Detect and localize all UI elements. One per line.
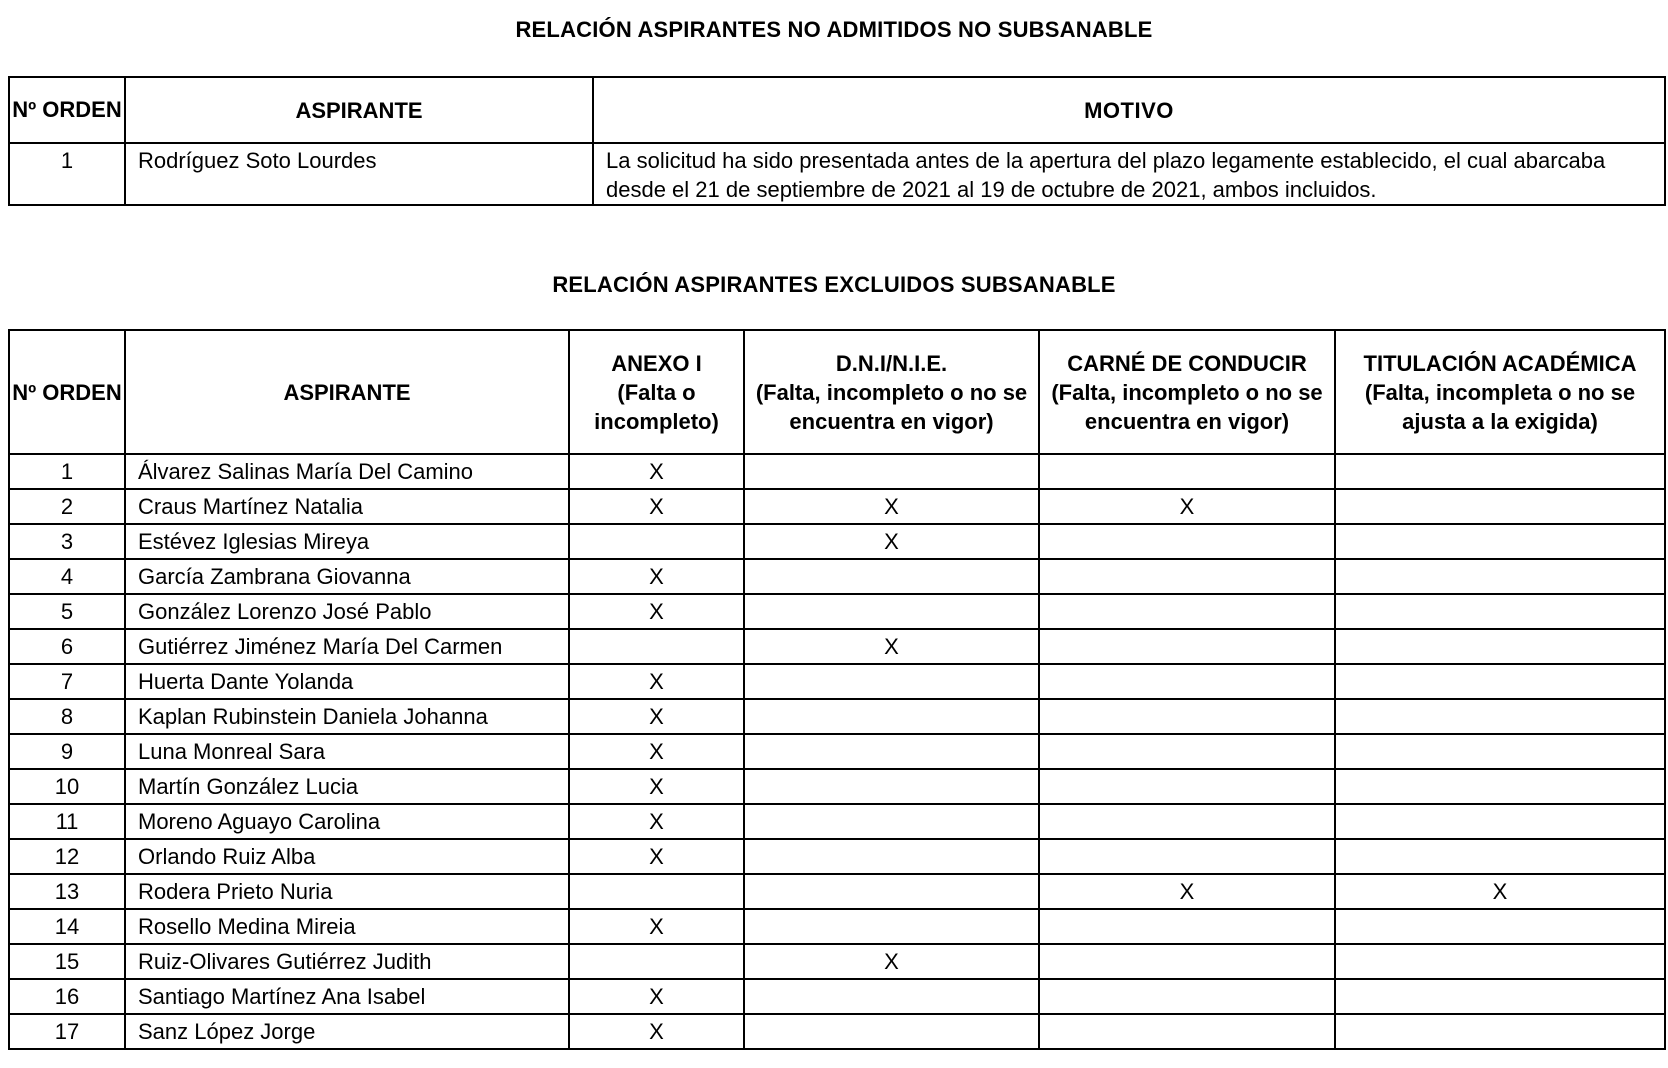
excluidos-table bbox=[8, 329, 1666, 1050]
cell-aspirante: Luna Monreal Sara bbox=[125, 734, 569, 769]
table-row bbox=[9, 454, 1665, 489]
no-admitidos-table bbox=[8, 76, 1666, 206]
cell-orden: 1 bbox=[9, 454, 125, 489]
cell-anexo: X bbox=[569, 594, 744, 629]
section-title-excluidos: RELACIÓN ASPIRANTES EXCLUIDOS SUBSANABLE bbox=[552, 272, 1116, 297]
table-row bbox=[9, 699, 1665, 734]
cell-carne bbox=[1039, 839, 1335, 874]
header-titulacion-title: TITULACIÓN ACADÉMICA bbox=[1363, 350, 1637, 376]
cell-anexo: X bbox=[569, 734, 744, 769]
cell-anexo bbox=[569, 944, 744, 979]
cell-titulacion bbox=[1335, 664, 1665, 699]
cell-titulacion bbox=[1335, 629, 1665, 664]
cell-aspirante: Gutiérrez Jiménez María Del Carmen bbox=[125, 629, 569, 664]
cell-dni bbox=[744, 664, 1039, 699]
table-row bbox=[9, 559, 1665, 594]
header-anexo bbox=[569, 330, 744, 454]
cell-anexo: X bbox=[569, 769, 744, 804]
cell-anexo bbox=[569, 524, 744, 559]
cell-orden: 10 bbox=[9, 769, 125, 804]
header-aspirante: ASPIRANTE bbox=[125, 330, 569, 454]
header-anexo-sub: (Falta o incompleto) bbox=[594, 379, 719, 434]
header-carne bbox=[1039, 330, 1335, 454]
cell-dni bbox=[744, 454, 1039, 489]
cell-carne bbox=[1039, 769, 1335, 804]
cell-titulacion bbox=[1335, 804, 1665, 839]
cell-carne: X bbox=[1039, 489, 1335, 524]
header-row bbox=[9, 330, 1665, 454]
cell-aspirante: García Zambrana Giovanna bbox=[125, 559, 569, 594]
cell-dni bbox=[744, 769, 1039, 804]
cell-orden: 16 bbox=[9, 979, 125, 1014]
cell-dni bbox=[744, 909, 1039, 944]
cell-dni bbox=[744, 979, 1039, 1014]
cell-aspirante: Sanz López Jorge bbox=[125, 1014, 569, 1049]
cell-dni bbox=[744, 804, 1039, 839]
header-orden: Nº ORDEN bbox=[9, 77, 125, 143]
table-row bbox=[9, 874, 1665, 909]
cell-aspirante: Martín González Lucia bbox=[125, 769, 569, 804]
cell-orden: 8 bbox=[9, 699, 125, 734]
cell-aspirante: González Lorenzo José Pablo bbox=[125, 594, 569, 629]
cell-carne bbox=[1039, 454, 1335, 489]
cell-dni bbox=[744, 594, 1039, 629]
cell-orden: 3 bbox=[9, 524, 125, 559]
cell-titulacion bbox=[1335, 769, 1665, 804]
cell-carne bbox=[1039, 944, 1335, 979]
cell-carne bbox=[1039, 524, 1335, 559]
cell-titulacion bbox=[1335, 454, 1665, 489]
cell-titulacion bbox=[1335, 594, 1665, 629]
cell-aspirante: Orlando Ruiz Alba bbox=[125, 839, 569, 874]
cell-anexo bbox=[569, 874, 744, 909]
cell-anexo: X bbox=[569, 699, 744, 734]
cell-carne bbox=[1039, 629, 1335, 664]
cell-orden: 15 bbox=[9, 944, 125, 979]
header-dni bbox=[744, 330, 1039, 454]
table-row bbox=[9, 979, 1665, 1014]
cell-carne bbox=[1039, 909, 1335, 944]
cell-titulacion bbox=[1335, 979, 1665, 1014]
cell-anexo: X bbox=[569, 804, 744, 839]
cell-dni: X bbox=[744, 524, 1039, 559]
cell-dni bbox=[744, 559, 1039, 594]
table-row bbox=[9, 769, 1665, 804]
cell-orden: 14 bbox=[9, 909, 125, 944]
cell-anexo: X bbox=[569, 979, 744, 1014]
cell-orden: 17 bbox=[9, 1014, 125, 1049]
header-carne-sub: (Falta, incompleto o no se encuentra en vigor) bbox=[1051, 379, 1323, 434]
cell-anexo: X bbox=[569, 839, 744, 874]
cell-titulacion bbox=[1335, 489, 1665, 524]
cell-aspirante: Moreno Aguayo Carolina bbox=[125, 804, 569, 839]
cell-anexo: X bbox=[569, 489, 744, 524]
table-row bbox=[9, 489, 1665, 524]
header-anexo-title: ANEXO I bbox=[611, 350, 702, 376]
table-row bbox=[9, 839, 1665, 874]
header-dni-sub: (Falta, incompleto o no se encuentra en vigor) bbox=[755, 379, 1028, 434]
cell-titulacion bbox=[1335, 524, 1665, 559]
cell-carne bbox=[1039, 594, 1335, 629]
header-dni-title: D.N.I/N.I.E. bbox=[835, 350, 948, 376]
cell-aspirante: Ruiz-Olivares Gutiérrez Judith bbox=[125, 944, 569, 979]
cell-aspirante: Álvarez Salinas María Del Camino bbox=[125, 454, 569, 489]
cell-dni bbox=[744, 839, 1039, 874]
cell-orden: 5 bbox=[9, 594, 125, 629]
cell-carne bbox=[1039, 804, 1335, 839]
cell-orden: 12 bbox=[9, 839, 125, 874]
cell-carne bbox=[1039, 979, 1335, 1014]
cell-carne: X bbox=[1039, 874, 1335, 909]
cell-titulacion bbox=[1335, 559, 1665, 594]
cell-dni bbox=[744, 699, 1039, 734]
cell-anexo: X bbox=[569, 909, 744, 944]
table-row bbox=[9, 804, 1665, 839]
cell-orden: 6 bbox=[9, 629, 125, 664]
cell-anexo: X bbox=[569, 1014, 744, 1049]
table-row bbox=[9, 629, 1665, 664]
header-carne-title: CARNÉ DE CONDUCIR bbox=[1067, 350, 1307, 376]
cell-anexo: X bbox=[569, 454, 744, 489]
cell-titulacion bbox=[1335, 1014, 1665, 1049]
cell-aspirante: Rosello Medina Mireia bbox=[125, 909, 569, 944]
cell-orden: 7 bbox=[9, 664, 125, 699]
table-row bbox=[9, 594, 1665, 629]
cell-anexo bbox=[569, 629, 744, 664]
table-row bbox=[9, 734, 1665, 769]
cell-titulacion bbox=[1335, 699, 1665, 734]
cell-dni: X bbox=[744, 629, 1039, 664]
header-titulacion bbox=[1335, 330, 1665, 454]
cell-carne bbox=[1039, 1014, 1335, 1049]
cell-motivo: La solicitud ha sido presentada antes de la apertura del plazo legamente establecido, el cual abarcaba desde el 21 de septiembre de 2021 al 19 de octubre de 2021, ambos incluidos. bbox=[593, 143, 1665, 205]
cell-orden: 13 bbox=[9, 874, 125, 909]
table-row bbox=[9, 1014, 1665, 1049]
cell-carne bbox=[1039, 734, 1335, 769]
table-row bbox=[9, 944, 1665, 979]
cell-aspirante: Rodríguez Soto Lourdes bbox=[125, 143, 593, 205]
cell-aspirante: Rodera Prieto Nuria bbox=[125, 874, 569, 909]
header-titulacion-sub: (Falta, incompleta o no se ajusta a la exigida) bbox=[1364, 379, 1636, 434]
cell-aspirante: Huerta Dante Yolanda bbox=[125, 664, 569, 699]
cell-titulacion bbox=[1335, 944, 1665, 979]
table-row bbox=[9, 909, 1665, 944]
header-aspirante: ASPIRANTE bbox=[125, 77, 593, 143]
cell-titulacion bbox=[1335, 839, 1665, 874]
header-orden: Nº ORDEN bbox=[9, 330, 125, 454]
cell-orden: 2 bbox=[9, 489, 125, 524]
cell-carne bbox=[1039, 559, 1335, 594]
table-row bbox=[9, 524, 1665, 559]
cell-carne bbox=[1039, 699, 1335, 734]
cell-titulacion: X bbox=[1335, 874, 1665, 909]
cell-orden: 4 bbox=[9, 559, 125, 594]
cell-titulacion bbox=[1335, 909, 1665, 944]
cell-dni: X bbox=[744, 489, 1039, 524]
table-row bbox=[9, 664, 1665, 699]
table-row bbox=[9, 143, 1665, 205]
cell-orden: 11 bbox=[9, 804, 125, 839]
header-motivo: MOTIVO bbox=[593, 77, 1665, 143]
cell-dni bbox=[744, 1014, 1039, 1049]
cell-carne bbox=[1039, 664, 1335, 699]
cell-orden: 1 bbox=[9, 143, 125, 205]
cell-aspirante: Estévez Iglesias Mireya bbox=[125, 524, 569, 559]
cell-dni bbox=[744, 734, 1039, 769]
cell-orden: 9 bbox=[9, 734, 125, 769]
header-row bbox=[9, 77, 1665, 143]
cell-dni bbox=[744, 874, 1039, 909]
section-title-no-admitidos: RELACIÓN ASPIRANTES NO ADMITIDOS NO SUBSANABLE bbox=[515, 17, 1153, 42]
cell-anexo: X bbox=[569, 559, 744, 594]
cell-aspirante: Santiago Martínez Ana Isabel bbox=[125, 979, 569, 1014]
cell-dni: X bbox=[744, 944, 1039, 979]
excluidos-table-body bbox=[9, 454, 1665, 1049]
cell-anexo: X bbox=[569, 664, 744, 699]
cell-aspirante: Kaplan Rubinstein Daniela Johanna bbox=[125, 699, 569, 734]
cell-aspirante: Craus Martínez Natalia bbox=[125, 489, 569, 524]
cell-titulacion bbox=[1335, 734, 1665, 769]
